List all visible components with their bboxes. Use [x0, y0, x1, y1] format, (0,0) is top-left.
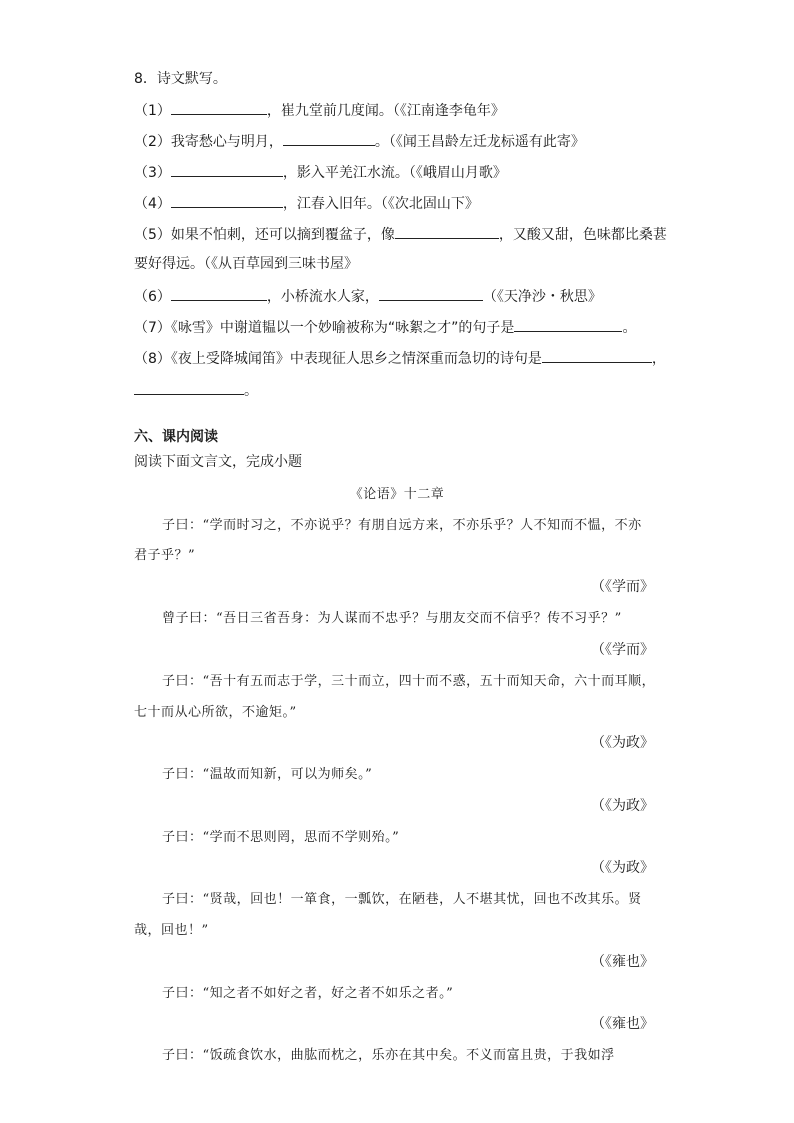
item-text: ，小桥流水人家，	[266, 289, 379, 305]
passage-line: 子曰：“吾十有五而志于学，三十而立，四十而不惑，五十而知天命，六十而耳顺，	[162, 674, 656, 689]
item-text: ，影入平羌江水流。（《峨眉山月歌》	[282, 165, 507, 181]
passage-line: 君子乎？”	[134, 548, 196, 563]
answer-blank[interactable]	[395, 224, 499, 239]
passage-line: 子曰：“贤哉，回也！一箪食，一瓢饮，在陋巷，人不堪其忧，回也不改其乐。贤	[162, 892, 642, 907]
item-number: （2）	[134, 134, 171, 150]
q8-item-7	[134, 317, 636, 337]
item-number: （6）	[134, 289, 171, 305]
answer-blank[interactable]	[514, 317, 622, 332]
answer-blank[interactable]	[134, 380, 244, 395]
q8-item-8-continued	[134, 380, 258, 400]
item-text: 。（《闻王昌龄左迁龙标遥有此寄》	[374, 134, 585, 150]
item-text: 我寄愁心与明月，	[170, 134, 283, 150]
question-8-title: 8．诗文默写。	[134, 71, 227, 87]
item-number: （5）	[134, 227, 171, 243]
item-text: 《夜上受降城闻笛》中表现征人思乡之情深重而急切的诗句是	[170, 351, 542, 367]
item-text: ，	[651, 351, 666, 367]
item-text: 如果不怕刺，还可以摘到覆盆子，像	[170, 227, 395, 243]
item-number: （1）	[134, 103, 171, 119]
item-number: （7）	[134, 320, 171, 336]
item-number: （3）	[134, 165, 171, 181]
q8-item-6	[134, 286, 602, 306]
passage-line: 子曰：“温故而知新，可以为师矣。”	[162, 767, 373, 782]
item-number: （8）	[134, 351, 171, 367]
item-text: 《咏雪》中谢道韫以一个妙喻被称为“咏絮之才”的句子是	[170, 320, 515, 336]
source-citation: （《为政》	[591, 735, 654, 751]
passage-line: 子曰：“学而不思则罔，思而不学则殆。”	[162, 830, 400, 845]
q8-item-4	[134, 193, 479, 213]
q8-item-8	[134, 348, 666, 368]
q8-item-5-continued: 要好得远。（《从百草园到三味书屋》	[134, 256, 358, 272]
item-number: （4）	[134, 196, 171, 212]
source-citation: （《为政》	[591, 798, 654, 814]
item-text: 。	[622, 320, 637, 336]
source-citation: （《为政》	[591, 860, 654, 876]
reading-instruction: 阅读下面文言文，完成小题	[134, 454, 302, 470]
answer-blank[interactable]	[542, 348, 652, 363]
item-text: 。	[244, 383, 258, 399]
item-text: ，又酸又甜，色味都比桑葚	[498, 227, 667, 243]
passage-line: 子曰：“知之者不如好之者，好之者不如乐之者。”	[162, 986, 454, 1001]
answer-blank[interactable]	[171, 162, 283, 177]
answer-blank[interactable]	[171, 193, 283, 208]
passage-line: 子曰：“饭疏食饮水，曲肱而枕之，乐亦在其中矣。不义而富且贵，于我如浮	[162, 1048, 615, 1063]
item-text: ，崔九堂前几度闻。（《江南逢李龟年》	[266, 103, 505, 119]
passage-title: 《论语》十二章	[349, 487, 445, 502]
source-citation: （《雍也》	[591, 1016, 654, 1032]
item-text: （《天净沙・秋思》	[482, 289, 602, 305]
q8-item-3	[134, 162, 507, 182]
passage-line: 七十而从心所欲，不逾矩。”	[134, 705, 297, 720]
passage-line: 子曰：“学而时习之，不亦说乎？有朋自远方来，不亦乐乎？人不知而不愠，不亦	[162, 518, 642, 533]
answer-blank[interactable]	[283, 131, 375, 146]
answer-blank[interactable]	[171, 100, 267, 115]
answer-blank[interactable]	[379, 286, 483, 301]
passage-line: 曾子曰：“吾日三省吾身：为人谋而不忠乎？与朋友交而不信乎？传不习乎？”	[162, 611, 622, 626]
source-citation: （《学而》	[591, 642, 654, 658]
section-title: 六、课内阅读	[134, 429, 218, 445]
source-citation: （《雍也》	[591, 954, 654, 970]
q8-item-2	[134, 131, 585, 151]
q8-item-1	[134, 100, 505, 120]
q8-item-5	[134, 224, 667, 244]
passage-line: 哉，回也！”	[134, 923, 209, 938]
source-citation: （《学而》	[591, 579, 654, 595]
item-text: ，江春入旧年。（《次北固山下》	[282, 196, 479, 212]
answer-blank[interactable]	[171, 286, 267, 301]
